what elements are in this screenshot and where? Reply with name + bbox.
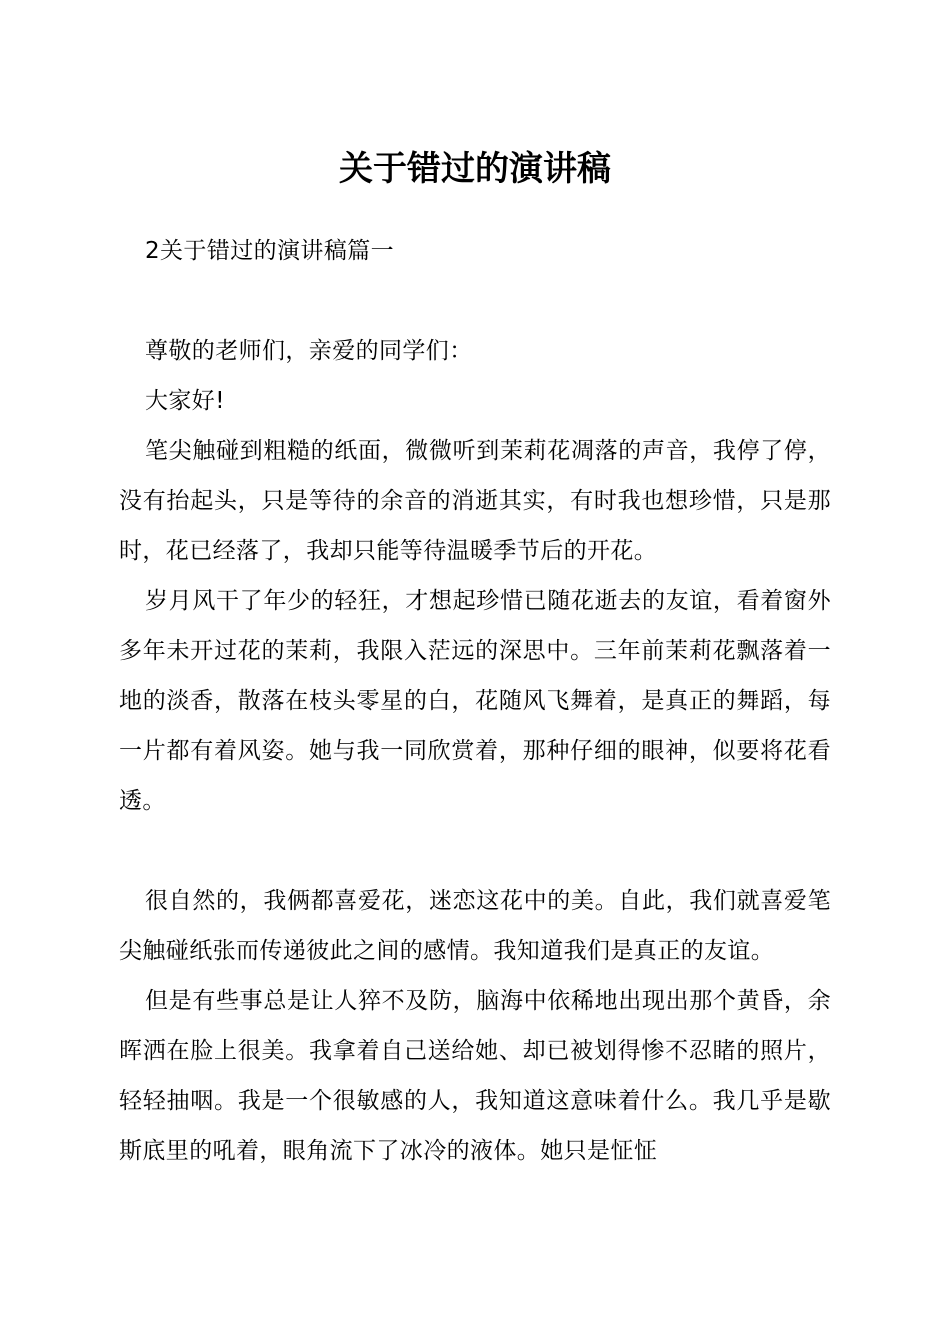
paragraph-1: 笔尖触碰到粗糙的纸面，微微听到茉莉花凋落的声音，我停了停，没有抬起头，只是等待的余音的消逝其实，有时我也想珍惜，只是那时，花已经落了，我却只能等待温暖季节后的开花。: [119, 438, 831, 564]
document-body: [119, 226, 831, 1176]
section-subtitle: 2关于错过的演讲稿篇一: [145, 238, 395, 264]
paragraph-2: 岁月风干了年少的轻狂，才想起珍惜已随花逝去的友谊，看着窗外多年未开过花的茉莉，我限入茫远的深思中。三年前茉莉花飘落着一地的淡香，散落在枝头零星的白，花随风飞舞着，是真正的舞蹈，每一片都有着风姿。她与我一同欣赏着，那种仔细的眼神，似要将花看透。: [119, 588, 831, 814]
paragraph-3: 很自然的，我俩都喜爱花，迷恋这花中的美。自此，我们就喜爱笔尖触碰纸张而传递彼此之间的感情。我知道我们是真正的友谊。: [119, 888, 831, 964]
salutation-line: 大家好!: [145, 388, 225, 414]
greeting-line: 尊敬的老师们，亲爱的同学们：: [145, 338, 473, 364]
document-title: 关于错过的演讲稿: [339, 149, 611, 189]
paragraph-4: 但是有些事总是让人猝不及防，脑海中依稀地出现出那个黄昏，余晖洒在脸上很美。我拿着自己送给她、却已被划得惨不忍睹的照片，轻轻抽咽。我是一个很敏感的人，我知道这意味着什么。我几乎是歇斯底里的吼着，眼角流下了冰冷的液体。她只是怔怔: [119, 988, 831, 1164]
